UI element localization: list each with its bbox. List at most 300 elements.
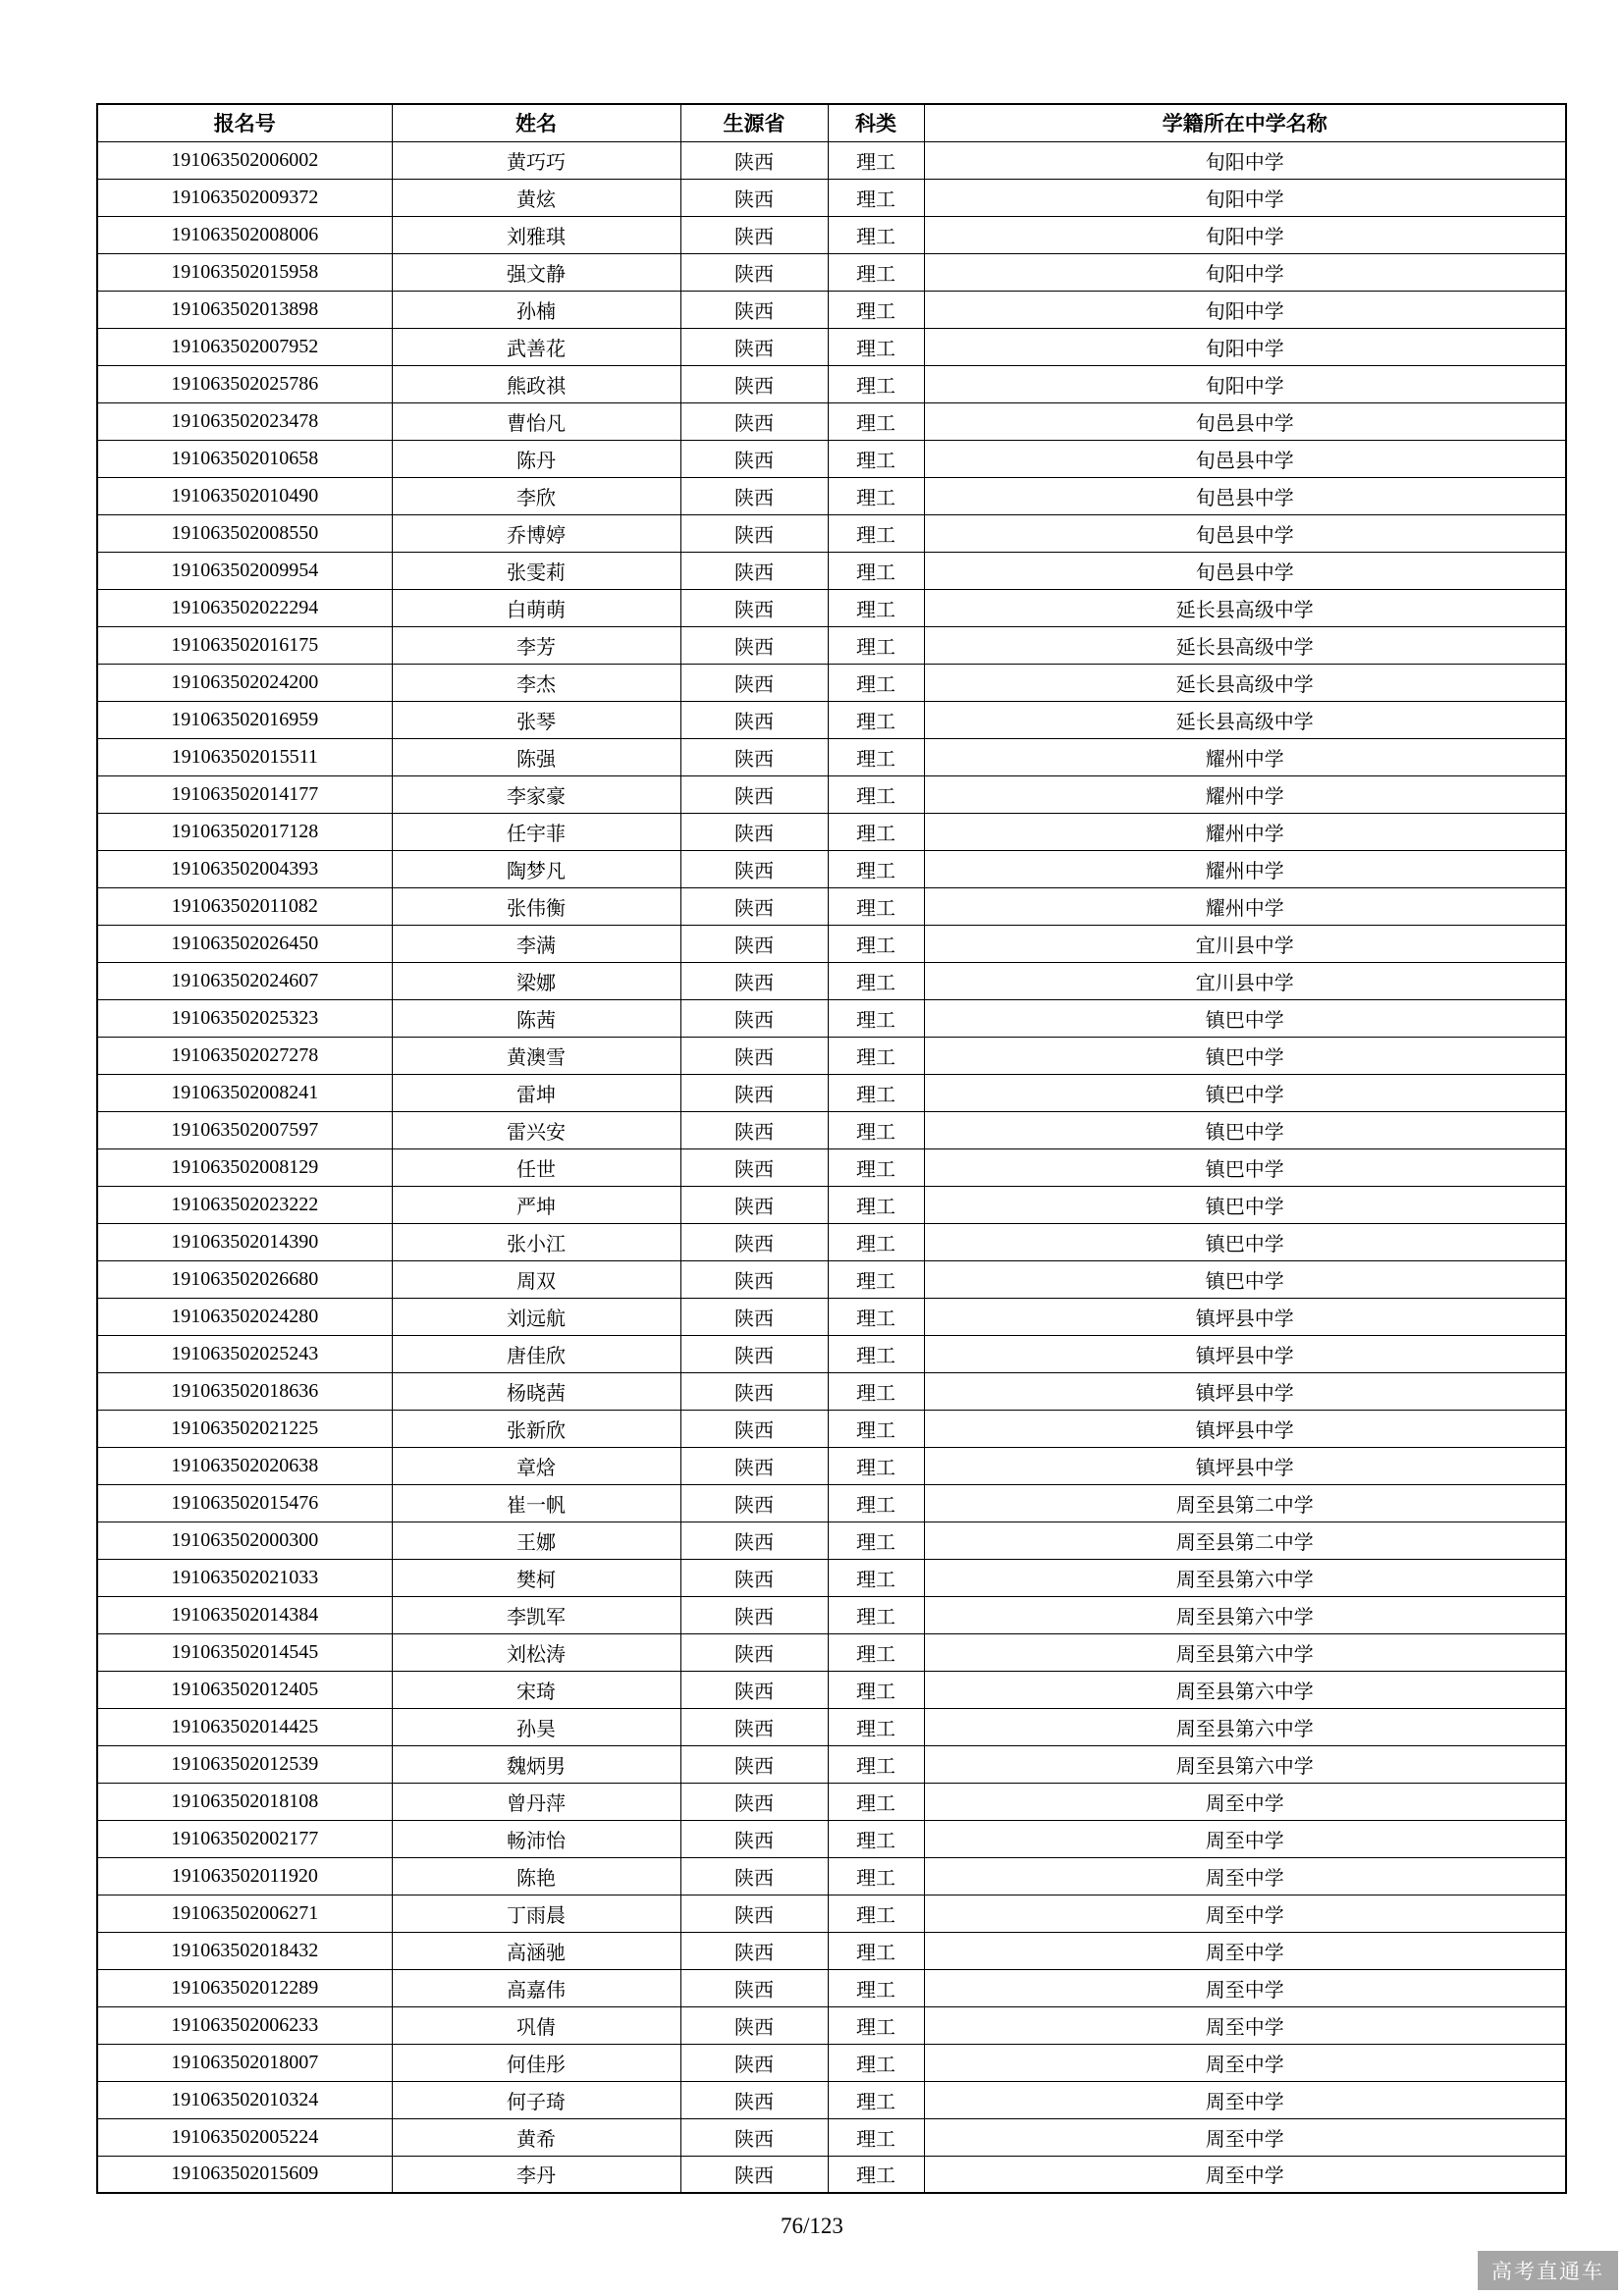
table-row xyxy=(97,2118,1566,2156)
cell-registration-number: 191063502016175 xyxy=(97,626,392,664)
cell-origin-province: 陕西 xyxy=(680,1932,828,1969)
table-row xyxy=(97,1260,1566,1298)
cell-subject-category: 理工 xyxy=(828,1745,924,1783)
cell-subject-category: 理工 xyxy=(828,1260,924,1298)
cell-origin-province: 陕西 xyxy=(680,141,828,179)
table-row xyxy=(97,626,1566,664)
cell-subject-category: 理工 xyxy=(828,664,924,701)
table-row xyxy=(97,1596,1566,1633)
cell-origin-province: 陕西 xyxy=(680,1111,828,1148)
cell-origin-province: 陕西 xyxy=(680,1969,828,2006)
table-row xyxy=(97,1074,1566,1111)
cell-subject-category: 理工 xyxy=(828,701,924,738)
table-row xyxy=(97,328,1566,365)
cell-subject-category: 理工 xyxy=(828,1708,924,1745)
cell-school-name: 周至县第六中学 xyxy=(924,1708,1566,1745)
cell-origin-province: 陕西 xyxy=(680,179,828,216)
cell-student-name: 陈丹 xyxy=(392,440,680,477)
cell-origin-province: 陕西 xyxy=(680,1335,828,1372)
cell-origin-province: 陕西 xyxy=(680,626,828,664)
cell-registration-number: 191063502015609 xyxy=(97,2156,392,2193)
cell-registration-number: 191063502010490 xyxy=(97,477,392,514)
cell-student-name: 魏炳男 xyxy=(392,1745,680,1783)
table-row xyxy=(97,1857,1566,1895)
cell-registration-number: 191063502014425 xyxy=(97,1708,392,1745)
cell-registration-number: 191063502013898 xyxy=(97,291,392,328)
cell-registration-number: 191063502024607 xyxy=(97,962,392,999)
cell-school-name: 周至中学 xyxy=(924,1969,1566,2006)
cell-school-name: 旬邑县中学 xyxy=(924,552,1566,589)
cell-student-name: 唐佳欣 xyxy=(392,1335,680,1372)
cell-subject-category: 理工 xyxy=(828,291,924,328)
cell-school-name: 镇坪县中学 xyxy=(924,1335,1566,1372)
watermark-badge: 高考直通车 xyxy=(1478,2251,1618,2290)
cell-student-name: 任世 xyxy=(392,1148,680,1186)
cell-registration-number: 191063502015958 xyxy=(97,253,392,291)
table-row xyxy=(97,2156,1566,2193)
cell-school-name: 镇坪县中学 xyxy=(924,1372,1566,1410)
cell-subject-category: 理工 xyxy=(828,1895,924,1932)
cell-subject-category: 理工 xyxy=(828,2006,924,2044)
cell-origin-province: 陕西 xyxy=(680,2118,828,2156)
cell-student-name: 任宇菲 xyxy=(392,813,680,850)
cell-school-name: 镇巴中学 xyxy=(924,1148,1566,1186)
cell-registration-number: 191063502021225 xyxy=(97,1410,392,1447)
cell-school-name: 耀州中学 xyxy=(924,738,1566,775)
cell-school-name: 周至中学 xyxy=(924,1857,1566,1895)
cell-registration-number: 191063502007952 xyxy=(97,328,392,365)
cell-student-name: 张伟衡 xyxy=(392,887,680,925)
cell-subject-category: 理工 xyxy=(828,1037,924,1074)
header-student-name: 姓名 xyxy=(392,104,680,141)
cell-student-name: 梁娜 xyxy=(392,962,680,999)
cell-subject-category: 理工 xyxy=(828,626,924,664)
table-row xyxy=(97,2044,1566,2081)
cell-origin-province: 陕西 xyxy=(680,2006,828,2044)
header-registration-number: 报名号 xyxy=(97,104,392,141)
cell-origin-province: 陕西 xyxy=(680,738,828,775)
cell-school-name: 旬邑县中学 xyxy=(924,402,1566,440)
cell-registration-number: 191063502012289 xyxy=(97,1969,392,2006)
table-row xyxy=(97,589,1566,626)
table-row xyxy=(97,1522,1566,1559)
cell-registration-number: 191063502012405 xyxy=(97,1671,392,1708)
cell-origin-province: 陕西 xyxy=(680,1186,828,1223)
cell-subject-category: 理工 xyxy=(828,440,924,477)
cell-origin-province: 陕西 xyxy=(680,962,828,999)
cell-registration-number: 191063502010324 xyxy=(97,2081,392,2118)
cell-origin-province: 陕西 xyxy=(680,1260,828,1298)
cell-registration-number: 191063502026680 xyxy=(97,1260,392,1298)
cell-subject-category: 理工 xyxy=(828,2081,924,2118)
cell-origin-province: 陕西 xyxy=(680,365,828,402)
cell-student-name: 武善花 xyxy=(392,328,680,365)
cell-registration-number: 191063502008550 xyxy=(97,514,392,552)
table-row xyxy=(97,440,1566,477)
table-row xyxy=(97,813,1566,850)
cell-student-name: 崔一帆 xyxy=(392,1484,680,1522)
cell-origin-province: 陕西 xyxy=(680,440,828,477)
cell-registration-number: 191063502008006 xyxy=(97,216,392,253)
cell-student-name: 黄巧巧 xyxy=(392,141,680,179)
cell-subject-category: 理工 xyxy=(828,1298,924,1335)
table-row xyxy=(97,1708,1566,1745)
cell-subject-category: 理工 xyxy=(828,552,924,589)
table-row xyxy=(97,291,1566,328)
cell-student-name: 丁雨晨 xyxy=(392,1895,680,1932)
cell-origin-province: 陕西 xyxy=(680,925,828,962)
cell-school-name: 周至中学 xyxy=(924,2006,1566,2044)
cell-school-name: 宜川县中学 xyxy=(924,962,1566,999)
cell-registration-number: 191063502018432 xyxy=(97,1932,392,1969)
cell-registration-number: 191063502020638 xyxy=(97,1447,392,1484)
cell-registration-number: 191063502007597 xyxy=(97,1111,392,1148)
table-row xyxy=(97,1633,1566,1671)
cell-registration-number: 191063502008129 xyxy=(97,1148,392,1186)
cell-registration-number: 191063502014177 xyxy=(97,775,392,813)
table-row xyxy=(97,1111,1566,1148)
table-row xyxy=(97,1820,1566,1857)
cell-origin-province: 陕西 xyxy=(680,552,828,589)
cell-subject-category: 理工 xyxy=(828,1148,924,1186)
cell-school-name: 周至县第六中学 xyxy=(924,1671,1566,1708)
cell-school-name: 镇巴中学 xyxy=(924,1037,1566,1074)
cell-student-name: 畅沛怡 xyxy=(392,1820,680,1857)
cell-origin-province: 陕西 xyxy=(680,813,828,850)
cell-school-name: 周至县第二中学 xyxy=(924,1484,1566,1522)
cell-origin-province: 陕西 xyxy=(680,1671,828,1708)
cell-school-name: 周至中学 xyxy=(924,1932,1566,1969)
cell-registration-number: 191063502026450 xyxy=(97,925,392,962)
cell-origin-province: 陕西 xyxy=(680,2156,828,2193)
cell-origin-province: 陕西 xyxy=(680,1148,828,1186)
student-roster-table xyxy=(96,103,1567,2194)
cell-school-name: 周至县第六中学 xyxy=(924,1745,1566,1783)
cell-school-name: 旬邑县中学 xyxy=(924,440,1566,477)
cell-school-name: 耀州中学 xyxy=(924,775,1566,813)
cell-school-name: 周至中学 xyxy=(924,2081,1566,2118)
cell-student-name: 孙昊 xyxy=(392,1708,680,1745)
cell-origin-province: 陕西 xyxy=(680,701,828,738)
cell-subject-category: 理工 xyxy=(828,887,924,925)
table-row xyxy=(97,253,1566,291)
cell-subject-category: 理工 xyxy=(828,813,924,850)
cell-student-name: 樊柯 xyxy=(392,1559,680,1596)
cell-registration-number: 191063502027278 xyxy=(97,1037,392,1074)
cell-student-name: 巩倩 xyxy=(392,2006,680,2044)
cell-student-name: 何子琦 xyxy=(392,2081,680,2118)
table-row xyxy=(97,775,1566,813)
cell-student-name: 张琴 xyxy=(392,701,680,738)
cell-subject-category: 理工 xyxy=(828,850,924,887)
cell-subject-category: 理工 xyxy=(828,216,924,253)
cell-origin-province: 陕西 xyxy=(680,328,828,365)
table-row xyxy=(97,477,1566,514)
cell-origin-province: 陕西 xyxy=(680,1895,828,1932)
cell-registration-number: 191063502018636 xyxy=(97,1372,392,1410)
cell-subject-category: 理工 xyxy=(828,365,924,402)
cell-school-name: 周至县第六中学 xyxy=(924,1596,1566,1633)
cell-student-name: 张小江 xyxy=(392,1223,680,1260)
cell-school-name: 周至中学 xyxy=(924,2118,1566,2156)
cell-subject-category: 理工 xyxy=(828,1596,924,1633)
cell-origin-province: 陕西 xyxy=(680,1745,828,1783)
table-row xyxy=(97,1148,1566,1186)
cell-student-name: 李满 xyxy=(392,925,680,962)
cell-registration-number: 191063502015476 xyxy=(97,1484,392,1522)
cell-school-name: 镇巴中学 xyxy=(924,1111,1566,1148)
cell-school-name: 旬阳中学 xyxy=(924,291,1566,328)
table-row xyxy=(97,925,1566,962)
cell-origin-province: 陕西 xyxy=(680,1783,828,1820)
table-header-row xyxy=(97,104,1566,141)
cell-student-name: 黄希 xyxy=(392,2118,680,2156)
cell-student-name: 李凯军 xyxy=(392,1596,680,1633)
cell-origin-province: 陕西 xyxy=(680,887,828,925)
cell-origin-province: 陕西 xyxy=(680,1820,828,1857)
page-number: 76/123 xyxy=(781,2214,843,2238)
cell-subject-category: 理工 xyxy=(828,1410,924,1447)
table-row xyxy=(97,141,1566,179)
cell-registration-number: 191063502004393 xyxy=(97,850,392,887)
cell-school-name: 周至县第六中学 xyxy=(924,1559,1566,1596)
cell-school-name: 耀州中学 xyxy=(924,887,1566,925)
table-row xyxy=(97,1186,1566,1223)
cell-origin-province: 陕西 xyxy=(680,1074,828,1111)
table-row xyxy=(97,1932,1566,1969)
cell-origin-province: 陕西 xyxy=(680,850,828,887)
cell-registration-number: 191063502009372 xyxy=(97,179,392,216)
cell-student-name: 曹怡凡 xyxy=(392,402,680,440)
cell-student-name: 陈艳 xyxy=(392,1857,680,1895)
cell-school-name: 旬邑县中学 xyxy=(924,514,1566,552)
cell-registration-number: 191063502010658 xyxy=(97,440,392,477)
cell-student-name: 李芳 xyxy=(392,626,680,664)
cell-origin-province: 陕西 xyxy=(680,1298,828,1335)
cell-subject-category: 理工 xyxy=(828,962,924,999)
cell-school-name: 镇巴中学 xyxy=(924,1074,1566,1111)
table-row xyxy=(97,701,1566,738)
cell-student-name: 张新欣 xyxy=(392,1410,680,1447)
cell-subject-category: 理工 xyxy=(828,1783,924,1820)
cell-school-name: 耀州中学 xyxy=(924,813,1566,850)
cell-origin-province: 陕西 xyxy=(680,477,828,514)
cell-registration-number: 191063502015511 xyxy=(97,738,392,775)
table-row xyxy=(97,1298,1566,1335)
cell-subject-category: 理工 xyxy=(828,402,924,440)
table-row xyxy=(97,1895,1566,1932)
table-row xyxy=(97,1037,1566,1074)
cell-subject-category: 理工 xyxy=(828,2118,924,2156)
table-row xyxy=(97,1410,1566,1447)
cell-student-name: 王娜 xyxy=(392,1522,680,1559)
cell-subject-category: 理工 xyxy=(828,1857,924,1895)
cell-subject-category: 理工 xyxy=(828,925,924,962)
cell-school-name: 旬阳中学 xyxy=(924,365,1566,402)
cell-subject-category: 理工 xyxy=(828,738,924,775)
cell-school-name: 周至中学 xyxy=(924,1783,1566,1820)
cell-registration-number: 191063502025786 xyxy=(97,365,392,402)
cell-subject-category: 理工 xyxy=(828,1522,924,1559)
cell-registration-number: 191063502016959 xyxy=(97,701,392,738)
cell-subject-category: 理工 xyxy=(828,1074,924,1111)
cell-student-name: 刘松涛 xyxy=(392,1633,680,1671)
table-row xyxy=(97,850,1566,887)
cell-school-name: 周至县第二中学 xyxy=(924,1522,1566,1559)
cell-origin-province: 陕西 xyxy=(680,2081,828,2118)
cell-registration-number: 191063502014545 xyxy=(97,1633,392,1671)
cell-registration-number: 191063502024280 xyxy=(97,1298,392,1335)
table-row xyxy=(97,738,1566,775)
cell-student-name: 严坤 xyxy=(392,1186,680,1223)
cell-subject-category: 理工 xyxy=(828,589,924,626)
cell-registration-number: 191063502002177 xyxy=(97,1820,392,1857)
table-row xyxy=(97,514,1566,552)
table-row xyxy=(97,402,1566,440)
cell-school-name: 镇巴中学 xyxy=(924,999,1566,1037)
cell-student-name: 陶梦凡 xyxy=(392,850,680,887)
cell-student-name: 刘雅琪 xyxy=(392,216,680,253)
cell-school-name: 旬阳中学 xyxy=(924,253,1566,291)
cell-student-name: 高涵驰 xyxy=(392,1932,680,1969)
cell-school-name: 镇巴中学 xyxy=(924,1223,1566,1260)
table-row xyxy=(97,365,1566,402)
cell-school-name: 周至中学 xyxy=(924,1820,1566,1857)
cell-school-name: 周至县第六中学 xyxy=(924,1633,1566,1671)
table-row xyxy=(97,999,1566,1037)
cell-registration-number: 191063502022294 xyxy=(97,589,392,626)
cell-origin-province: 陕西 xyxy=(680,253,828,291)
cell-subject-category: 理工 xyxy=(828,1633,924,1671)
table-row xyxy=(97,1783,1566,1820)
cell-origin-province: 陕西 xyxy=(680,514,828,552)
cell-school-name: 延长县高级中学 xyxy=(924,664,1566,701)
cell-student-name: 陈强 xyxy=(392,738,680,775)
cell-student-name: 乔博婷 xyxy=(392,514,680,552)
cell-student-name: 白萌萌 xyxy=(392,589,680,626)
table-row xyxy=(97,1223,1566,1260)
cell-subject-category: 理工 xyxy=(828,514,924,552)
cell-student-name: 熊政祺 xyxy=(392,365,680,402)
cell-subject-category: 理工 xyxy=(828,1372,924,1410)
cell-student-name: 李欣 xyxy=(392,477,680,514)
cell-registration-number: 191063502023478 xyxy=(97,402,392,440)
cell-origin-province: 陕西 xyxy=(680,1559,828,1596)
cell-subject-category: 理工 xyxy=(828,1820,924,1857)
table-row xyxy=(97,2081,1566,2118)
cell-registration-number: 191063502014390 xyxy=(97,1223,392,1260)
cell-subject-category: 理工 xyxy=(828,1484,924,1522)
table-row xyxy=(97,1745,1566,1783)
cell-school-name: 耀州中学 xyxy=(924,850,1566,887)
cell-school-name: 旬阳中学 xyxy=(924,179,1566,216)
cell-registration-number: 191063502000300 xyxy=(97,1522,392,1559)
cell-student-name: 章焓 xyxy=(392,1447,680,1484)
cell-subject-category: 理工 xyxy=(828,179,924,216)
cell-subject-category: 理工 xyxy=(828,999,924,1037)
cell-registration-number: 191063502012539 xyxy=(97,1745,392,1783)
cell-student-name: 何佳彤 xyxy=(392,2044,680,2081)
table-row xyxy=(97,1447,1566,1484)
cell-school-name: 周至中学 xyxy=(924,1895,1566,1932)
cell-school-name: 周至中学 xyxy=(924,2044,1566,2081)
table-row xyxy=(97,1559,1566,1596)
table-row xyxy=(97,2006,1566,2044)
table-row xyxy=(97,179,1566,216)
cell-registration-number: 191063502014384 xyxy=(97,1596,392,1633)
cell-school-name: 旬邑县中学 xyxy=(924,477,1566,514)
cell-school-name: 镇坪县中学 xyxy=(924,1410,1566,1447)
cell-registration-number: 191063502018007 xyxy=(97,2044,392,2081)
cell-registration-number: 191063502006233 xyxy=(97,2006,392,2044)
table-row xyxy=(97,552,1566,589)
cell-origin-province: 陕西 xyxy=(680,2044,828,2081)
cell-subject-category: 理工 xyxy=(828,2044,924,2081)
cell-registration-number: 191063502021033 xyxy=(97,1559,392,1596)
cell-student-name: 曾丹萍 xyxy=(392,1783,680,1820)
cell-subject-category: 理工 xyxy=(828,1335,924,1372)
cell-origin-province: 陕西 xyxy=(680,291,828,328)
cell-registration-number: 191063502011082 xyxy=(97,887,392,925)
cell-subject-category: 理工 xyxy=(828,1111,924,1148)
cell-school-name: 旬阳中学 xyxy=(924,328,1566,365)
cell-school-name: 镇巴中学 xyxy=(924,1260,1566,1298)
table-row xyxy=(97,962,1566,999)
cell-origin-province: 陕西 xyxy=(680,1447,828,1484)
cell-origin-province: 陕西 xyxy=(680,1484,828,1522)
cell-subject-category: 理工 xyxy=(828,1447,924,1484)
cell-subject-category: 理工 xyxy=(828,775,924,813)
cell-student-name: 雷兴安 xyxy=(392,1111,680,1148)
cell-origin-province: 陕西 xyxy=(680,402,828,440)
cell-subject-category: 理工 xyxy=(828,141,924,179)
cell-student-name: 黄澳雪 xyxy=(392,1037,680,1074)
cell-registration-number: 191063502006002 xyxy=(97,141,392,179)
cell-subject-category: 理工 xyxy=(828,1559,924,1596)
cell-registration-number: 191063502024200 xyxy=(97,664,392,701)
cell-school-name: 延长县高级中学 xyxy=(924,626,1566,664)
cell-origin-province: 陕西 xyxy=(680,1708,828,1745)
header-origin-province: 生源省 xyxy=(680,104,828,141)
cell-school-name: 延长县高级中学 xyxy=(924,589,1566,626)
cell-registration-number: 191063502023222 xyxy=(97,1186,392,1223)
table-row xyxy=(97,1372,1566,1410)
header-school-name: 学籍所在中学名称 xyxy=(924,104,1566,141)
table-row xyxy=(97,1671,1566,1708)
cell-origin-province: 陕西 xyxy=(680,1223,828,1260)
cell-subject-category: 理工 xyxy=(828,328,924,365)
cell-student-name: 周双 xyxy=(392,1260,680,1298)
cell-subject-category: 理工 xyxy=(828,253,924,291)
cell-school-name: 镇巴中学 xyxy=(924,1186,1566,1223)
cell-registration-number: 191063502018108 xyxy=(97,1783,392,1820)
cell-origin-province: 陕西 xyxy=(680,589,828,626)
cell-school-name: 延长县高级中学 xyxy=(924,701,1566,738)
cell-origin-province: 陕西 xyxy=(680,1037,828,1074)
cell-origin-province: 陕西 xyxy=(680,216,828,253)
cell-school-name: 镇坪县中学 xyxy=(924,1298,1566,1335)
cell-registration-number: 191063502009954 xyxy=(97,552,392,589)
cell-student-name: 李杰 xyxy=(392,664,680,701)
cell-school-name: 宜川县中学 xyxy=(924,925,1566,962)
cell-school-name: 旬阳中学 xyxy=(924,216,1566,253)
cell-school-name: 旬阳中学 xyxy=(924,141,1566,179)
cell-student-name: 孙楠 xyxy=(392,291,680,328)
cell-registration-number: 191063502006271 xyxy=(97,1895,392,1932)
cell-origin-province: 陕西 xyxy=(680,1372,828,1410)
cell-origin-province: 陕西 xyxy=(680,1522,828,1559)
cell-registration-number: 191063502017128 xyxy=(97,813,392,850)
